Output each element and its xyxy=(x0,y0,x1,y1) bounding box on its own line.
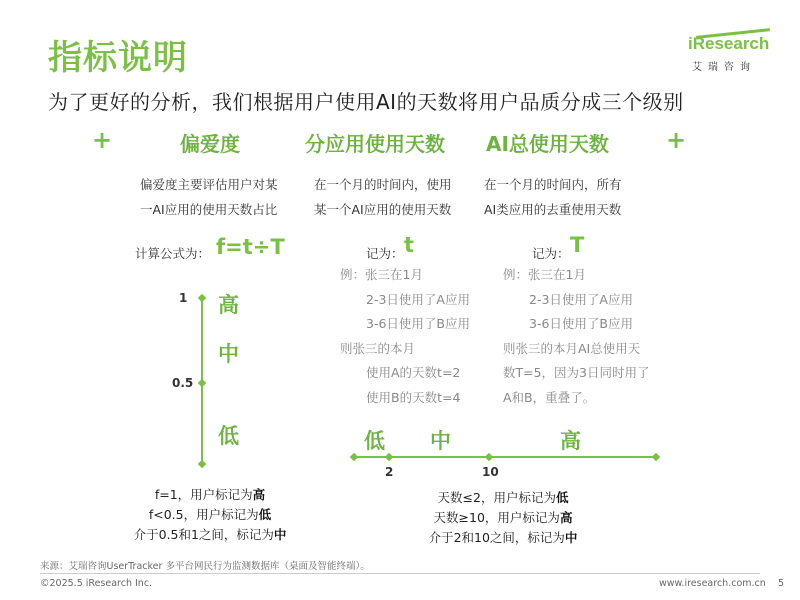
note-label-T: 记为： xyxy=(532,246,570,261)
axis-tick-1: 1 xyxy=(179,291,188,305)
axis-tick-0-5: 0.5 xyxy=(172,376,194,390)
example-line: 2-3日使用了A应用 xyxy=(366,291,470,307)
logo-word: iResearch xyxy=(688,34,770,53)
axis-marker xyxy=(485,453,493,461)
note-label-t: 记为： xyxy=(366,246,404,261)
rule-line: 介于2和10之间，标记为中 xyxy=(428,530,578,545)
rules-preference xyxy=(130,485,290,545)
axis-marker xyxy=(198,294,206,302)
desc-line: 某一个AI应用的使用天数 xyxy=(314,202,452,217)
copyright: ©2025.5 iResearch Inc. xyxy=(40,578,153,589)
source-note: 来源：艾瑞咨询UserTracker 多平台网民行为监测数据库（桌面及智能终端）。 xyxy=(40,561,370,572)
horizontal-axis xyxy=(354,456,656,458)
formula: f=t÷T xyxy=(216,235,285,259)
desc-line: 在一个月的时间内，所有 xyxy=(484,177,622,192)
axis-marker xyxy=(198,460,206,468)
plus-icon-left: + xyxy=(92,126,113,154)
iresearch-logo xyxy=(688,24,780,76)
heading-preference: 偏爱度 xyxy=(180,132,240,156)
h-level-mid: 中 xyxy=(430,429,451,453)
example-line: 3-6日使用了B应用 xyxy=(529,316,633,331)
desc-line: 一AI应用的使用天数占比 xyxy=(140,202,278,217)
example-app-days xyxy=(340,263,470,410)
rule-line: 介于0.5和1之间，标记为中 xyxy=(133,527,287,542)
website: www.iresearch.com.cn xyxy=(659,578,766,589)
footer-divider xyxy=(40,573,760,574)
level-low: 低 xyxy=(218,424,239,448)
example-line: 则张三的本月AI总使用天 xyxy=(503,340,641,356)
rule-line: 天数≥10，用户标记为高 xyxy=(433,510,573,525)
example-line: 2-3日使用了A应用 xyxy=(529,291,633,307)
heading-app-days: 分应用使用天数 xyxy=(305,132,445,156)
example-line: 使用B的天数t=4 xyxy=(366,389,461,405)
h-tick-2: 2 xyxy=(385,465,394,479)
plus-icon-right: + xyxy=(666,126,687,154)
h-level-high: 高 xyxy=(560,429,581,453)
desc-line: AI类应用的去重使用天数 xyxy=(484,202,622,217)
example-line: 则张三的本月 xyxy=(340,340,416,356)
axis-marker xyxy=(652,453,660,461)
desc-line: 在一个月的时间内，使用 xyxy=(314,177,452,192)
level-mid: 中 xyxy=(218,342,239,366)
page-subtitle: 为了更好的分析，我们根据用户使用AI的天数将用户品质分成三个级别 xyxy=(48,90,684,114)
note-t: t xyxy=(404,233,415,257)
axis-marker xyxy=(350,453,358,461)
desc-line: 偏爱度主要评估用户对某 xyxy=(140,177,278,192)
example-line: 使用A的天数t=2 xyxy=(366,365,461,380)
example-line: A和B，重叠了。 xyxy=(503,389,596,405)
example-line: 3-6日使用了B应用 xyxy=(366,316,470,331)
desc-ai-total-days xyxy=(484,172,622,222)
h-level-low: 低 xyxy=(364,429,385,453)
example-line: 例：张三在1月 xyxy=(340,267,423,282)
h-tick-10: 10 xyxy=(482,465,499,479)
note-T: T xyxy=(570,233,585,257)
example-line: 例：张三在1月 xyxy=(503,267,586,282)
formula-label: 计算公式为： xyxy=(135,246,211,261)
page-title: 指标说明 xyxy=(48,38,188,78)
desc-preference xyxy=(140,172,278,222)
logo-chinese: 艾瑞咨询 xyxy=(692,62,756,73)
level-high: 高 xyxy=(218,293,239,317)
axis-marker xyxy=(385,453,393,461)
axis-marker xyxy=(198,379,206,387)
example-line: 数T=5，因为3日同时用了 xyxy=(503,365,650,380)
rules-days xyxy=(418,488,588,548)
rule-line: f=1，用户标记为高 xyxy=(154,487,266,502)
rule-line: f<0.5，用户标记为低 xyxy=(148,507,272,522)
heading-ai-total-days: AI总使用天数 xyxy=(486,132,609,156)
rule-line: 天数≤2，用户标记为低 xyxy=(437,490,569,505)
example-ai-total-days xyxy=(503,263,650,410)
page-number: 5 xyxy=(778,578,785,589)
desc-app-days xyxy=(314,172,452,222)
